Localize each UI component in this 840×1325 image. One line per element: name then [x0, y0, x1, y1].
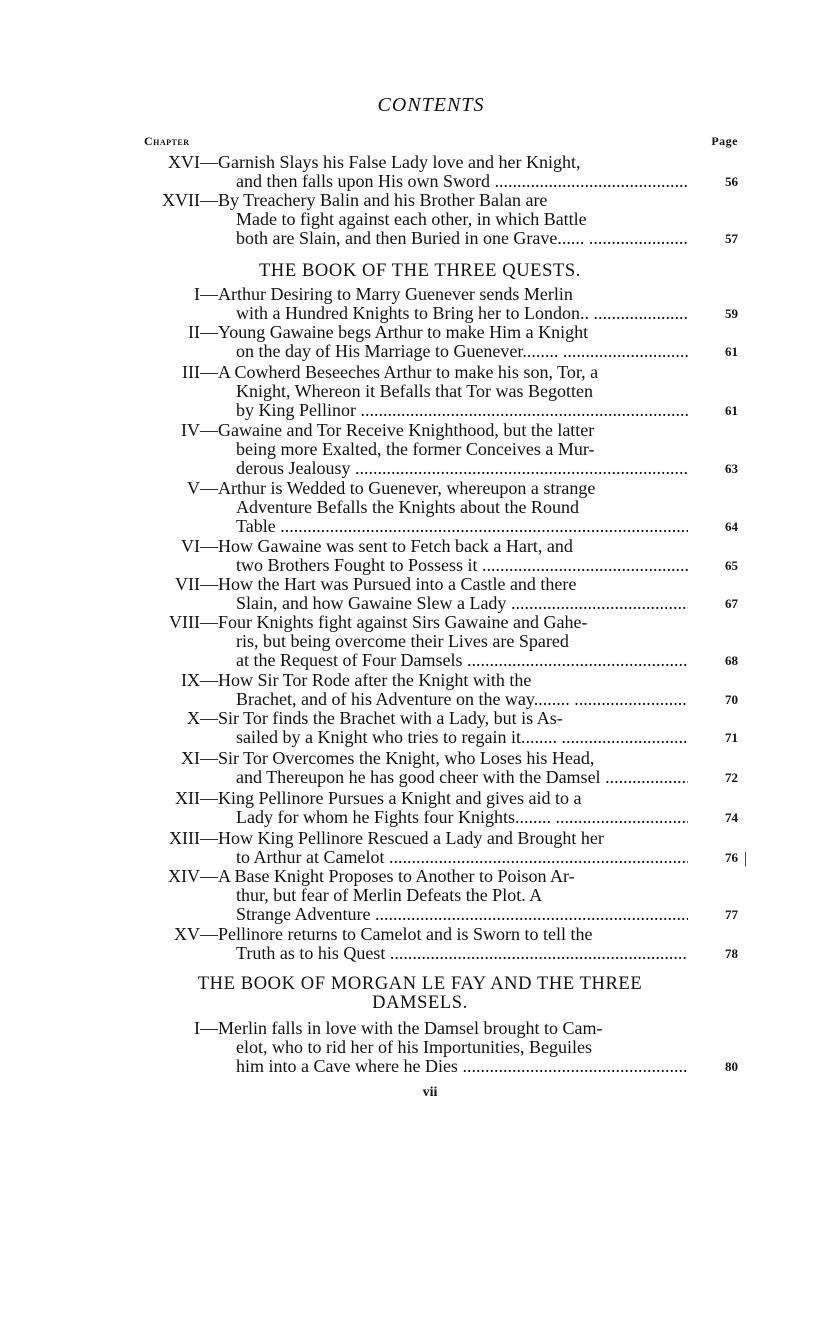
chapter-title: [218, 749, 688, 787]
chapter-title-line: Made to fight against each other, in which Battle: [236, 210, 587, 229]
chapter-number: X—: [187, 708, 218, 728]
chapter-title-line: How King Pellinore Rescued a Lady and Brought her: [218, 829, 604, 848]
chapter-title: [218, 613, 688, 670]
dot-leader: [490, 172, 688, 191]
page-number: 57: [725, 231, 738, 246]
chapter-title-line: Four Knights fight against Sirs Gawaine and Gahe-: [218, 613, 588, 632]
chapter-number: III—: [182, 362, 218, 382]
chapter-title-line: Truth as to his Quest .....: [218, 944, 688, 963]
section-title-morgan-line2: DAMSELS.: [372, 993, 468, 1013]
chapter-title-line: with a Hundred Knights to Bring her to London.. .....: [218, 304, 688, 323]
dot-leader: [385, 944, 688, 963]
page-number: 72: [725, 770, 738, 785]
chapter-title: [218, 153, 688, 191]
chapter-title-line: Gawaine and Tor Receive Knighthood, but the latter: [218, 421, 595, 440]
chapter-title-line: to Arthur at Camelot .....: [218, 848, 688, 867]
chapter-number: II—: [188, 322, 218, 342]
page-number: 63: [725, 461, 738, 476]
chapter-title: [218, 671, 688, 709]
chapter-title: [218, 925, 688, 963]
chapter-title-line: Young Gawaine begs Arthur to make Him a Knight: [218, 323, 589, 342]
chapter-title-line: Arthur Desiring to Marry Guenever sends Merlin: [218, 285, 573, 304]
chapter-number: IV—: [181, 420, 218, 440]
chapter-number: XVII—: [162, 190, 218, 210]
chapter-title-line: A Cowherd Beseeches Arthur to make his son, Tor, a: [218, 363, 599, 382]
page-number: 80: [725, 1059, 738, 1074]
chapter-title-line: Adventure Befalls the Knights about the Round: [236, 498, 579, 517]
dot-leader: [601, 768, 688, 787]
dot-leader: [462, 651, 688, 670]
dot-leader: [558, 342, 688, 361]
chapter-title-line: Pellinore returns to Camelot and is Sworn to tell the: [218, 925, 593, 944]
chapter-title-line: ris, but being overcome their Lives are Spared: [236, 632, 569, 651]
chapter-title: [218, 867, 688, 924]
chapter-title-line: two Brothers Fought to Possess it .....: [218, 556, 688, 575]
chapter-number: VIII—: [169, 612, 218, 632]
chapter-title-line: How Gawaine was sent to Fetch back a Hart, and: [218, 537, 573, 556]
chapter-number: XIII—: [169, 828, 218, 848]
chapter-title: [218, 709, 688, 747]
chapter-number: XIV—: [168, 866, 218, 886]
chapter-number: XV—: [174, 924, 218, 944]
page-folio: vii: [422, 1085, 438, 1100]
page-number: 70: [725, 692, 738, 707]
chapter-title-line: at the Request of Four Damsels .....: [218, 651, 688, 670]
chapter-number: XVI—: [168, 152, 218, 172]
chapter-number: XI—: [181, 748, 218, 768]
page-number: 56: [725, 174, 738, 189]
chapter-title-line: Table .....: [218, 517, 688, 536]
dot-leader: [551, 808, 688, 827]
page-number: 67: [725, 596, 738, 611]
chapter-number: VII—: [175, 574, 218, 594]
section-title-three-quests: THE BOOK OF THE THREE QUESTS.: [259, 261, 581, 281]
chapter-title-line: Knight, Whereon it Befalls that Tor was Begotten: [236, 382, 594, 401]
page-number: 78: [725, 946, 738, 961]
dot-leader: [370, 905, 688, 924]
chapter-title-line: King Pellinore Pursues a Knight and gives aid to a: [218, 789, 582, 808]
page-number: 61: [725, 403, 738, 418]
chapter-title-line: and Thereupon he has good cheer with the Damsel .....: [218, 768, 688, 787]
chapter-title: [218, 421, 688, 478]
chapter-title: [218, 363, 688, 420]
dot-leader: [584, 229, 688, 248]
chapter-title: [218, 285, 688, 323]
chapter-title: [218, 537, 688, 575]
margin-mark: |: [744, 850, 748, 867]
chapter-title-line: by King Pellinor .....: [218, 401, 688, 420]
chapter-title-line: Garnish Slays his False Lady love and her Knight,: [218, 153, 581, 172]
chapter-title-line: Arthur is Wedded to Guenever, whereupon a strange: [218, 479, 596, 498]
dot-leader: [384, 848, 688, 867]
chapter-column-header: Chapter: [144, 134, 190, 148]
dot-leader: [478, 556, 688, 575]
chapter-title: [218, 789, 688, 827]
dot-leader: [356, 401, 688, 420]
chapter-title-line: Sir Tor finds the Brachet with a Lady, but is As-: [218, 709, 563, 728]
dot-leader: [350, 459, 688, 478]
chapter-title-line: derous Jealousy .....: [218, 459, 688, 478]
chapter-title-line: Slain, and how Gawaine Slew a Lady .....: [218, 594, 688, 613]
chapter-title-line: Strange Adventure .....: [218, 905, 688, 924]
chapter-title-line: How the Hart was Pursued into a Castle and there: [218, 575, 577, 594]
chapter-title-line: A Base Knight Proposes to Another to Poison Ar-: [218, 867, 575, 886]
page-column-header: Page: [711, 134, 738, 148]
chapter-title: [218, 479, 688, 536]
page-number: 77: [725, 907, 738, 922]
page-number: 65: [725, 558, 738, 573]
chapter-title: [218, 191, 688, 248]
chapter-title-line: sailed by a Knight who tries to regain it........ .....: [218, 728, 688, 747]
page-number: 61: [725, 344, 738, 359]
page-number: 59: [725, 306, 738, 321]
section-title-morgan-line1: THE BOOK OF MORGAN LE FAY AND THE THREE: [197, 974, 643, 994]
chapter-number: XII—: [175, 788, 218, 808]
page-number: 64: [725, 519, 738, 534]
page-number: 71: [725, 730, 738, 745]
chapter-title-line: Merlin falls in love with the Damsel brought to Cam-: [218, 1019, 603, 1038]
chapter-number: V—: [187, 478, 218, 498]
chapter-title-line: How Sir Tor Rode after the Knight with the: [218, 671, 532, 690]
chapter-title: [218, 323, 688, 361]
chapter-number: I—: [194, 284, 218, 304]
chapter-title-line: By Treachery Balin and his Brother Balan are: [218, 191, 548, 210]
chapter-title-line: both are Slain, and then Buried in one Grave...... .....: [218, 229, 688, 248]
page-number: 68: [725, 653, 738, 668]
chapter-title-line: on the day of His Marriage to Guenever........ .....: [218, 342, 688, 361]
chapter-title-line: elot, who to rid her of his Importunities, Beguiles: [236, 1038, 592, 1057]
dot-leader: [458, 1057, 688, 1076]
chapter-title-line: thur, but fear of Merlin Defeats the Plot. A: [236, 886, 543, 905]
dot-leader: [506, 594, 688, 613]
chapter-title: [218, 829, 688, 867]
chapter-title-line: and then falls upon His own Sword .....: [218, 172, 688, 191]
chapter-title-line: him into a Cave where he Dies .....: [218, 1057, 688, 1076]
dot-leader: [276, 517, 688, 536]
chapter-number: VI—: [181, 536, 218, 556]
dot-leader: [570, 690, 688, 709]
page-number: 74: [725, 810, 738, 825]
chapter-title-line: Brachet, and of his Adventure on the way........ .....: [218, 690, 688, 709]
chapter-number: IX—: [181, 670, 218, 690]
dot-leader: [557, 728, 688, 747]
chapter-title-line: being more Exalted, the former Conceives a Mur-: [236, 440, 595, 459]
chapter-number: I—: [194, 1018, 218, 1038]
chapter-title: [218, 1019, 688, 1076]
chapter-title-line: Sir Tor Overcomes the Knight, who Loses his Head,: [218, 749, 595, 768]
dot-leader: [589, 304, 688, 323]
page-title: CONTENTS: [377, 94, 485, 116]
chapter-title: [218, 575, 688, 613]
chapter-title-line: Lady for whom he Fights four Knights........ .....: [218, 808, 688, 827]
page-number: 76: [725, 850, 738, 865]
